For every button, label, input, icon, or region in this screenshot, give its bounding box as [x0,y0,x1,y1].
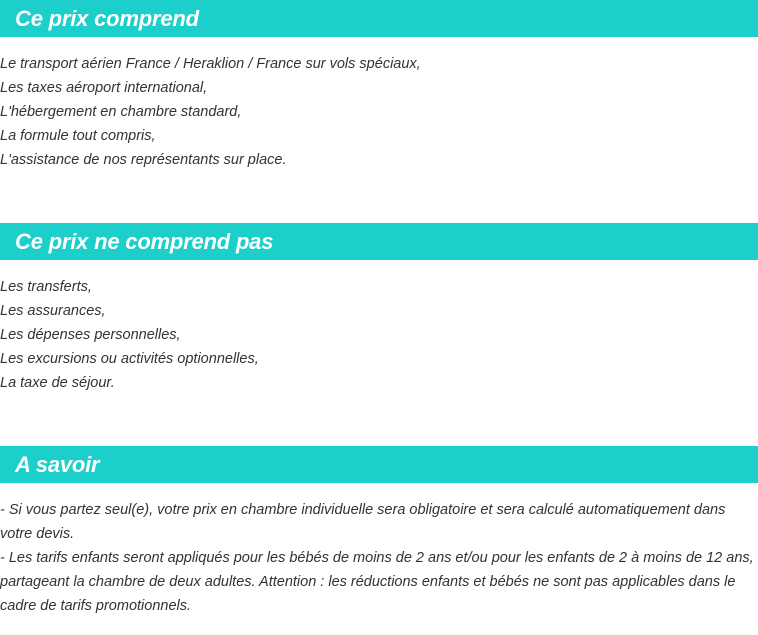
section-body [0,52,758,172]
section-title: Ce prix ne comprend pas [15,228,274,254]
list-item: - Si vous partez seul(e), votre prix en chambre individuelle sera obligatoire et sera calculé automatiquement dans votre devis. [0,502,726,542]
section-included [0,0,758,172]
list-item: Les transferts, [0,279,92,295]
section-not-included [0,223,758,395]
list-item: - Les tarifs enfants seront appliqués pour les bébés de moins de 2 ans et/ou pour les enfants de 2 à moins de 12 ans, partageant la chambre de deux adultes. Attention : les réductions enfants et bébés ne sont pas applicables dans le cadre de tarifs promotionnels. [0,550,754,614]
section-header [0,0,758,37]
section-title: Ce prix comprend [15,5,199,31]
list-item: Les taxes aéroport international, [0,80,208,96]
list-item: Les assurances, [0,303,106,319]
list-item: Le transport aérien France / Heraklion / France sur vols spéciaux, [0,56,421,72]
list-item: La taxe de séjour. [0,375,115,391]
section-header [0,446,758,483]
list-item: L'hébergement en chambre standard, [0,104,242,120]
section-header [0,223,758,260]
list-item: Les dépenses personnelles, [0,327,181,343]
section-body [0,275,758,395]
section-good-to-know [0,446,758,618]
list-item: L'assistance de nos représentants sur place. [0,152,287,168]
list-item: La formule tout compris, [0,128,156,144]
list-item: Les excursions ou activités optionnelles, [0,351,259,367]
section-title: A savoir [15,451,100,477]
section-body [0,498,758,618]
